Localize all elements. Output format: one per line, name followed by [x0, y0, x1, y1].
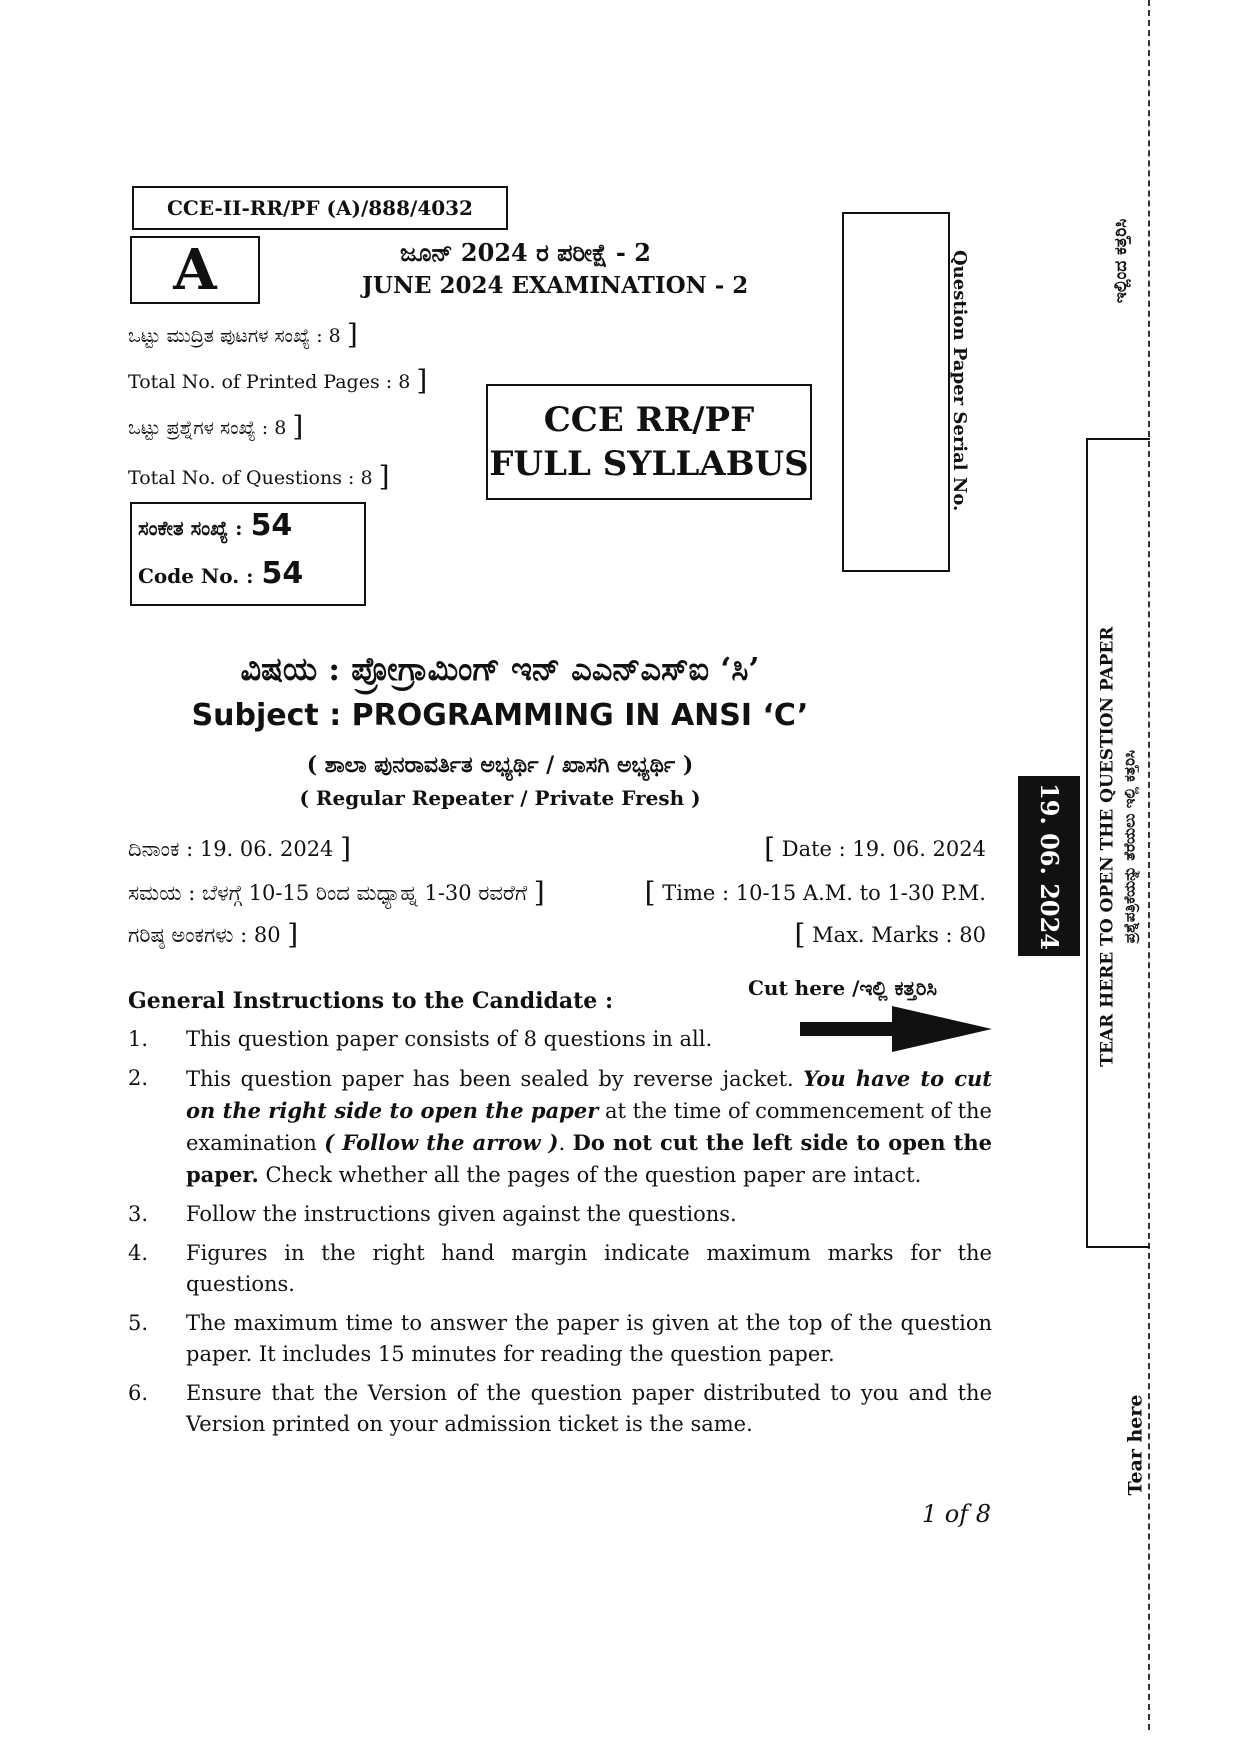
instruction-list	[128, 1024, 992, 1448]
candidate-category-kannada: ( ಶಾಲಾ ಪುನರಾವರ್ತಿತ ಅಭ್ಯರ್ಥಿ / ಖಾಸಗಿ ಅಭ್ಯರ್ಥಿ )	[306, 752, 694, 778]
instruction-item: 5. The maximum time to answer the paper is given at the top of the question paper. It includes 15 minutes for reading the question paper.	[128, 1311, 992, 1366]
subject-kannada: ವಿಷಯ : ಪ್ರೋಗ್ರಾಮಿಂಗ್ ಇನ್ ಎಎನ್‌ಎಸ್‌ಐ ‘ಸಿ’	[240, 650, 760, 688]
cut-here-label: Cut here /ಇಲ್ಲಿ ಕತ್ತರಿಸಿ	[748, 976, 938, 1000]
code-row-english: Code No. : 54	[138, 556, 304, 591]
tear-instruction-text: TEAR HERE TO OPEN THE QUESTION PAPER ಪ್ರಶ್ನೆಪತ್ರಿಕೆಯನ್ನು ತೆರೆಯಲು ಇಲ್ಲಿ ಕತ್ತರಿಸಿ	[1097, 626, 1139, 1068]
instruction-item: 6. Ensure that the Version of the question paper distributed to you and the Version printed on your admission ticket is the same.	[128, 1381, 992, 1436]
instruction-item: 4. Figures in the right hand margin indicate maximum marks for the questions.	[128, 1241, 992, 1296]
printed-pages-kannada: ಒಟ್ಟು ಮುದ್ರಿತ ಪುಟಗಳ ಸಂಖ್ಯೆ : 8 ]	[128, 318, 358, 351]
question-count-kannada: ಒಟ್ಟು ಪ್ರಶ್ನೆಗಳ ಸಂಖ್ಯೆ : 8 ]	[128, 410, 304, 443]
code-row-kannada: ಸಂಕೇತ ಸಂಖ್ಯೆ : 54	[138, 508, 293, 543]
time-kannada: ಸಮಯ : ಬೆಳಗ್ಗೆ 10-15 ರಿಂದ ಮಧ್ಯಾಹ್ನ 1-30 ರವರೆಗೆ ]	[128, 876, 545, 909]
paper-code: CCE-II-RR/PF (A)/888/4032	[132, 186, 508, 230]
scheme-line-1: CCE RR/PF	[543, 399, 755, 440]
tear-bottom-label: Tear here	[1124, 1394, 1147, 1496]
printed-pages-english: Total No. of Printed Pages : 8 ]	[128, 364, 428, 397]
serial-number-label: Question Paper Serial No.	[949, 250, 970, 512]
scheme-box	[486, 384, 812, 500]
code-value: 54	[261, 556, 304, 591]
scheme-line-2: FULL SYLLABUS	[489, 444, 809, 484]
candidate-category-english: ( Regular Repeater / Private Fresh )	[299, 786, 701, 810]
instruction-item: 2. This question paper has been sealed by reverse jacket. You have to cut on the right side to open the paper at the time of commencement of the examination ( Follow the arrow ). Do not cut the left side to open the paper. Check whether all the pages of the question paper are intact.	[128, 1066, 993, 1187]
date-english: [ Date : 19. 06. 2024	[764, 832, 986, 865]
date-kannada: ದಿನಾಂಕ : 19. 06. 2024 ]	[128, 832, 352, 865]
question-count-english: Total No. of Questions : 8 ]	[128, 460, 390, 493]
max-marks-kannada: ಗರಿಷ್ಠ ಅಂಕಗಳು : 80 ]	[128, 918, 299, 951]
instruction-item: 3. Follow the instructions given against the questions.	[128, 1202, 737, 1226]
subject-english: Subject : PROGRAMMING IN ANSI ‘C’	[191, 698, 809, 733]
exam-title-kannada: ಜೂನ್ 2024 ರ ಪರೀಕ್ಷೆ - 2	[400, 238, 651, 267]
max-marks-english: [ Max. Marks : 80	[794, 918, 986, 951]
serial-number-box	[842, 212, 950, 572]
exam-title-english: JUNE 2024 EXAMINATION - 2	[362, 272, 749, 299]
instructions-heading: General Instructions to the Candidate :	[128, 988, 614, 1014]
instruction-item: 1. This question paper consists of 8 questions in all.	[128, 1027, 713, 1051]
code-number-box	[130, 502, 366, 606]
tear-top-label: ಇಲ್ಲಿಂದ ಕತ್ತರಿಸಿ	[1111, 218, 1132, 304]
date-band: 19. 06. 2024	[1018, 776, 1080, 956]
time-english: [ Time : 10-15 A.M. to 1-30 P.M.	[644, 876, 986, 909]
version-letter: A	[130, 236, 260, 304]
code-value: 54	[250, 508, 293, 543]
page-number: 1 of 8	[921, 1500, 991, 1528]
